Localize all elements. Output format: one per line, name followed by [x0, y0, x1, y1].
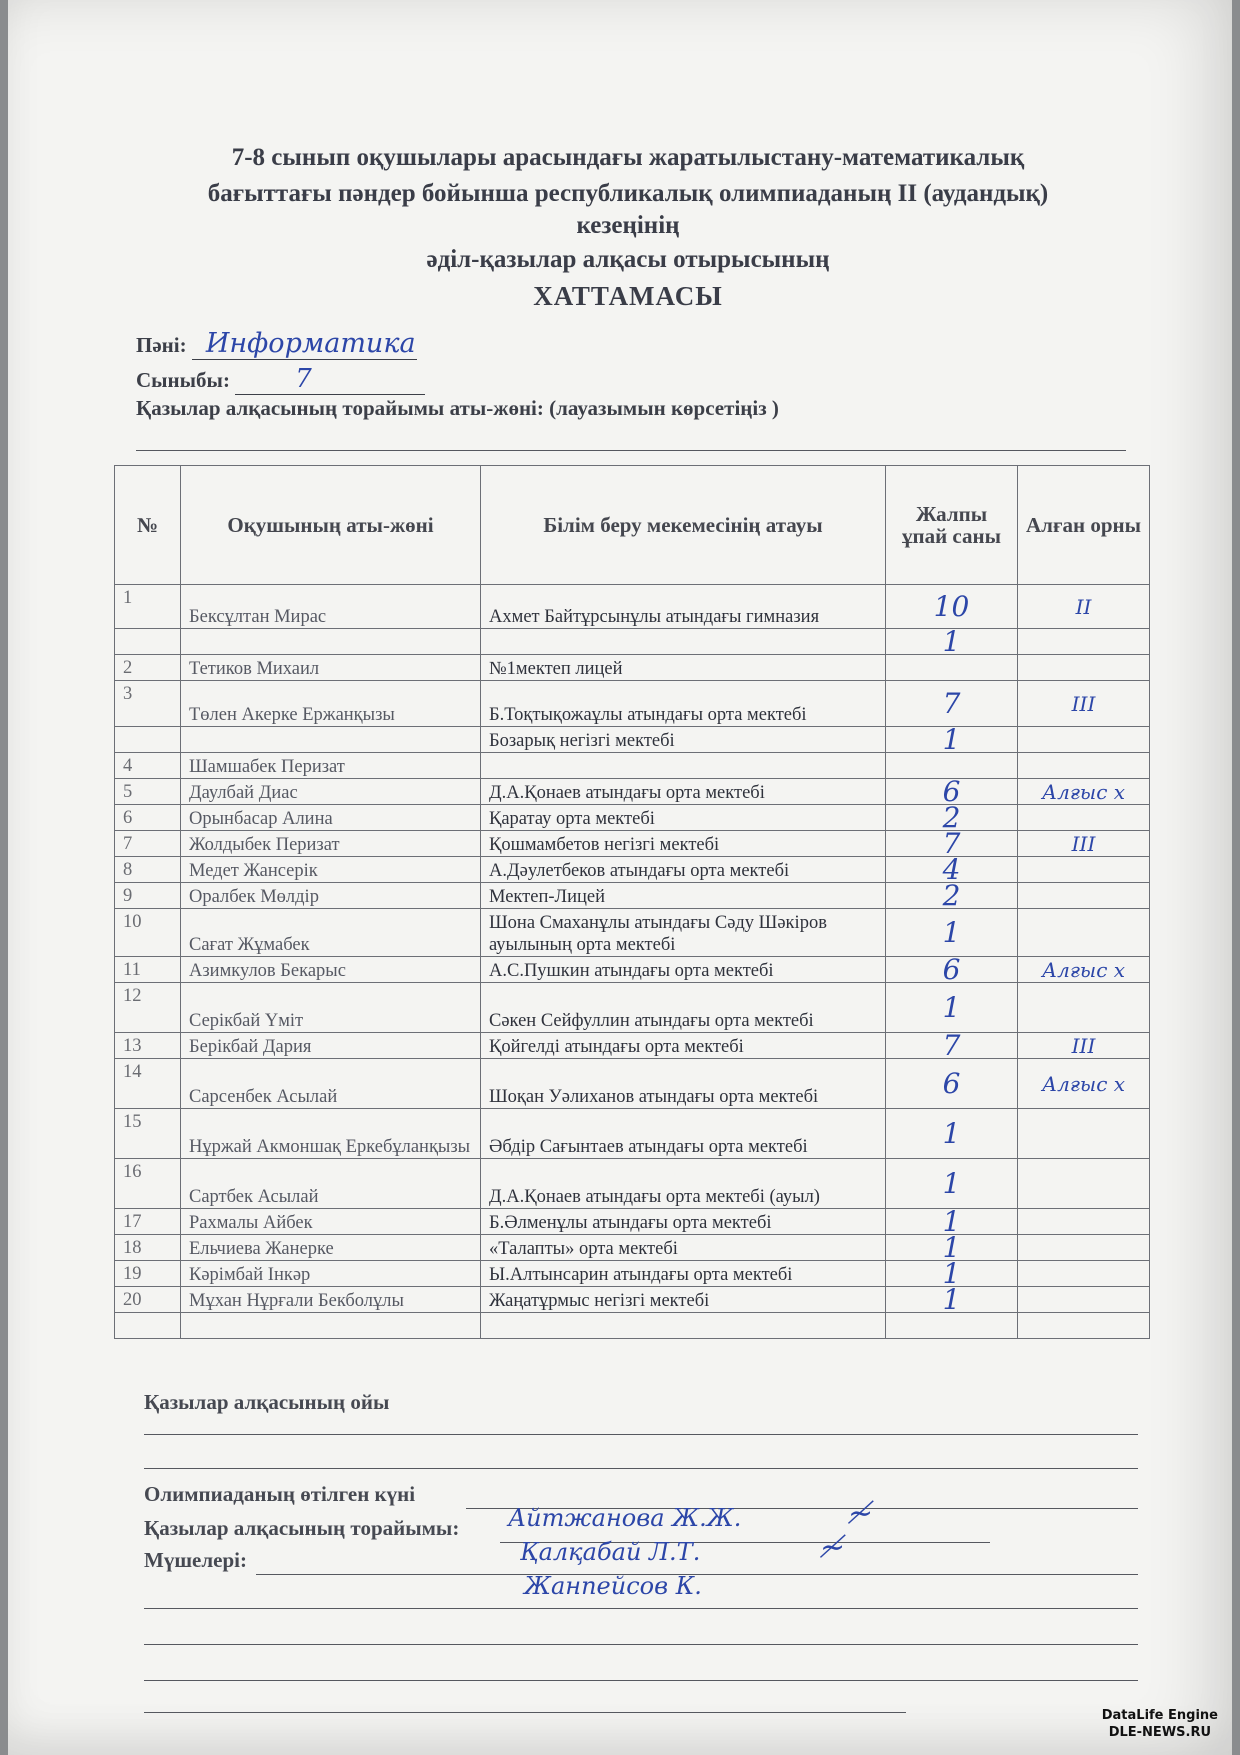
members-line-4: [144, 1680, 1138, 1681]
row-school: Қаратау орта мектебі: [481, 805, 886, 831]
row-score: 1: [886, 1261, 1018, 1287]
row-place: [1018, 1235, 1150, 1261]
jury-chair-scribble: ≁: [848, 1496, 874, 1531]
row-school: Д.А.Қонаев атындағы орта мектебі: [481, 779, 886, 805]
table-row: [115, 983, 1150, 1033]
row-place: III: [1018, 831, 1150, 857]
row-score: 6: [886, 1059, 1018, 1109]
table-row: [115, 909, 1150, 957]
row-school: [481, 753, 886, 779]
row-name: [181, 1313, 481, 1339]
row-place: [1018, 857, 1150, 883]
members-line-5: [144, 1712, 906, 1713]
row-name: Оралбек Мөлдір: [181, 883, 481, 909]
row-num: 13: [115, 1033, 181, 1059]
row-school: №1мектеп лицей: [481, 655, 886, 681]
watermark: [1102, 1707, 1218, 1741]
row-score: 1: [886, 1235, 1018, 1261]
row-num: 1: [115, 585, 181, 629]
row-name: Төлен Акерке Ержанқызы: [181, 681, 481, 727]
grade-row: [136, 364, 425, 395]
row-name: Серікбай Үміт: [181, 983, 481, 1033]
table-row: [115, 1287, 1150, 1313]
row-name: [181, 727, 481, 753]
row-place: III: [1018, 1033, 1150, 1059]
member-1-scribble: ≁: [820, 1530, 846, 1565]
row-school: А.Дәулетбеков атындағы орта мектебі: [481, 857, 886, 883]
row-num: 3: [115, 681, 181, 727]
header-num: №: [115, 466, 181, 585]
row-school: «Талапты» орта мектебі: [481, 1235, 886, 1261]
row-school: Әбдір Сағынтаев атындағы орта мектебі: [481, 1109, 886, 1159]
row-score: 2: [886, 805, 1018, 831]
row-num: 14: [115, 1059, 181, 1109]
chair-name-label: Қазылар алқасының торайымы аты-жөні: (лауазымын көрсетіңіз ): [136, 396, 779, 420]
row-num: [115, 1313, 181, 1339]
row-score: [886, 1313, 1018, 1339]
row-school: Мектеп-Лицей: [481, 883, 886, 909]
row-school: Б.Тоқтықожаұлы атындағы орта мектебі: [481, 681, 886, 727]
row-place: [1018, 1261, 1150, 1287]
watermark-line-2: DLE-NEWS.RU: [1108, 1725, 1212, 1740]
row-place: [1018, 805, 1150, 831]
members-line-3: [144, 1644, 1138, 1645]
table-row: [115, 1159, 1150, 1209]
row-name: Кәрімбай Інкәр: [181, 1261, 481, 1287]
grade-label: Сыныбы:: [136, 368, 230, 392]
row-place: [1018, 1313, 1150, 1339]
row-place: [1018, 909, 1150, 957]
row-num: 18: [115, 1235, 181, 1261]
row-score: [886, 655, 1018, 681]
header-score: Жалпы ұпай саны: [886, 466, 1018, 585]
grade-value: 7: [295, 364, 312, 394]
row-num: 11: [115, 957, 181, 983]
row-school: [481, 629, 886, 655]
row-score: 10: [886, 585, 1018, 629]
subject-value: Информатика: [205, 328, 416, 359]
row-name: Шамшабек Перизат: [181, 753, 481, 779]
row-place: Алғыс х: [1018, 1059, 1150, 1109]
title-line-2: бағыттағы пәндер бойынша республикалық олимпиаданың II (аудандық): [207, 180, 1049, 207]
row-place: [1018, 629, 1150, 655]
table-row: [115, 1261, 1150, 1287]
row-score: 1: [886, 983, 1018, 1033]
row-score: 1: [886, 1159, 1018, 1209]
row-place: [1018, 753, 1150, 779]
row-place: [1018, 883, 1150, 909]
row-num: 5: [115, 779, 181, 805]
row-name: Берікбай Дария: [181, 1033, 481, 1059]
row-place: [1018, 1209, 1150, 1235]
row-name: Ельчиева Жанерке: [181, 1235, 481, 1261]
row-num: 20: [115, 1287, 181, 1313]
row-school: Шона Смаханұлы атындағы Сәду Шәкіров ауылының орта мектебі: [481, 909, 886, 957]
jury-chair-signature: Айтжанова Ж.Ж.: [508, 1504, 742, 1532]
row-score: [886, 753, 1018, 779]
row-name: Сарсенбек Асылай: [181, 1059, 481, 1109]
row-score: 1: [886, 1209, 1018, 1235]
row-place: Алғыс х: [1018, 779, 1150, 805]
row-school: Қойгелді атындағы орта мектебі: [481, 1033, 886, 1059]
table-row: [115, 681, 1150, 727]
row-place: Алғыс х: [1018, 957, 1150, 983]
row-num: 2: [115, 655, 181, 681]
opinion-line-2: [144, 1468, 1138, 1469]
table-row: [115, 831, 1150, 857]
row-school: Ы.Алтынсарин атындағы орта мектебі: [481, 1261, 886, 1287]
title-line-4: әділ-қазылар алқасы отырысының: [426, 246, 830, 273]
row-num: [115, 727, 181, 753]
title-line-3: кезеңінің: [576, 212, 680, 239]
row-place: [1018, 1109, 1150, 1159]
row-num: 8: [115, 857, 181, 883]
row-score: 2: [886, 883, 1018, 909]
table-row: [115, 585, 1150, 629]
row-name: Азимкулов Бекарыс: [181, 957, 481, 983]
row-score: 7: [886, 831, 1018, 857]
row-school: Бозарық негізгі мектебі: [481, 727, 886, 753]
row-name: Мұхан Нұрғали Бекболұлы: [181, 1287, 481, 1313]
row-name: Тетиков Михаил: [181, 655, 481, 681]
row-school: Қошмамбетов негізгі мектебі: [481, 831, 886, 857]
subject-label: Пәні:: [136, 333, 187, 357]
header-place: Алған орны: [1018, 466, 1150, 585]
table-row: [115, 1235, 1150, 1261]
row-score: 1: [886, 1287, 1018, 1313]
row-school: Шоқан Уәлиханов атындағы орта мектебі: [481, 1059, 886, 1109]
row-school: Сәкен Сейфуллин атындағы орта мектебі: [481, 983, 886, 1033]
document-title: ХАТТАМАСЫ: [533, 281, 723, 311]
table-row: [115, 727, 1150, 753]
table-header-row: [115, 466, 1150, 585]
row-name: Жолдыбек Перизат: [181, 831, 481, 857]
row-name: Рахмалы Айбек: [181, 1209, 481, 1235]
table-row: [115, 655, 1150, 681]
row-num: 4: [115, 753, 181, 779]
chair-name-line: [136, 450, 1126, 451]
results-table: [114, 465, 1150, 1339]
members-line-2: [144, 1608, 1138, 1609]
row-score: 7: [886, 1033, 1018, 1059]
table-row: [115, 1109, 1150, 1159]
row-name: Сағат Жұмабек: [181, 909, 481, 957]
title-line-1: 7-8 сынып оқушылары арасындағы жаратылыстану-математикалық: [231, 144, 1025, 171]
table-row: [115, 1209, 1150, 1235]
row-place: II: [1018, 585, 1150, 629]
row-school: Ахмет Байтұрсынұлы атындағы гимназия: [481, 585, 886, 629]
row-school: [481, 1313, 886, 1339]
row-score: 7: [886, 681, 1018, 727]
subject-row: [136, 328, 417, 360]
row-school: А.С.Пушкин атындағы орта мектебі: [481, 957, 886, 983]
jury-chair-label: Қазылар алқасының торайымы:: [144, 1516, 460, 1540]
header-name: Оқушының аты-жөні: [181, 466, 481, 585]
row-place: III: [1018, 681, 1150, 727]
table-row: [115, 1313, 1150, 1339]
row-score: 4: [886, 857, 1018, 883]
member-1-signature: Қалқабай Л.Т.: [520, 1538, 701, 1566]
row-name: Сартбек Асылай: [181, 1159, 481, 1209]
row-name: Нұржай Акмоншақ Еркебұланқызы: [181, 1109, 481, 1159]
row-num: 15: [115, 1109, 181, 1159]
row-place: [1018, 1287, 1150, 1313]
jury-opinion-label: Қазылар алқасының ойы: [144, 1390, 390, 1414]
row-name: Медет Жансерік: [181, 857, 481, 883]
row-num: 7: [115, 831, 181, 857]
row-num: [115, 629, 181, 655]
header-school: Білім беру мекемесінің атауы: [481, 466, 886, 585]
row-school: Д.А.Қонаев атындағы орта мектебі (ауыл): [481, 1159, 886, 1209]
row-num: 17: [115, 1209, 181, 1235]
table-row: [115, 857, 1150, 883]
subject-line: [192, 328, 417, 360]
row-school: Жаңатұрмыс негізгі мектебі: [481, 1287, 886, 1313]
row-num: 12: [115, 983, 181, 1033]
row-school: Б.Әлменұлы атындағы орта мектебі: [481, 1209, 886, 1235]
row-score: 1: [886, 727, 1018, 753]
row-num: 9: [115, 883, 181, 909]
row-place: [1018, 727, 1150, 753]
row-score: 1: [886, 1109, 1018, 1159]
row-num: 19: [115, 1261, 181, 1287]
row-place: [1018, 1159, 1150, 1209]
table-row: [115, 779, 1150, 805]
table-row: [115, 1033, 1150, 1059]
table-row: [115, 805, 1150, 831]
table-row: [115, 883, 1150, 909]
row-score: 1: [886, 909, 1018, 957]
row-score: 6: [886, 957, 1018, 983]
member-2-signature: Жанпейсов К.: [524, 1572, 702, 1600]
table-row: [115, 753, 1150, 779]
table-row: [115, 629, 1150, 655]
row-name: Бексұлтан Мирас: [181, 585, 481, 629]
row-name: Даулбай Диас: [181, 779, 481, 805]
row-name: Орынбасар Алина: [181, 805, 481, 831]
grade-line: [235, 364, 425, 395]
table-row: [115, 1059, 1150, 1109]
members-label: Мүшелері:: [144, 1548, 247, 1572]
row-place: [1018, 983, 1150, 1033]
row-score: 6: [886, 779, 1018, 805]
row-name: [181, 629, 481, 655]
row-num: 10: [115, 909, 181, 957]
protocol-sheet: [8, 0, 1232, 1755]
watermark-line-1: DataLife Engine: [1101, 1708, 1218, 1723]
row-score: 1: [886, 629, 1018, 655]
row-num: 6: [115, 805, 181, 831]
table-row: [115, 957, 1150, 983]
opinion-line-1: [144, 1434, 1138, 1435]
olympiad-date-label: Олимпиаданың өтілген күні: [144, 1482, 416, 1506]
row-num: 16: [115, 1159, 181, 1209]
row-place: [1018, 655, 1150, 681]
